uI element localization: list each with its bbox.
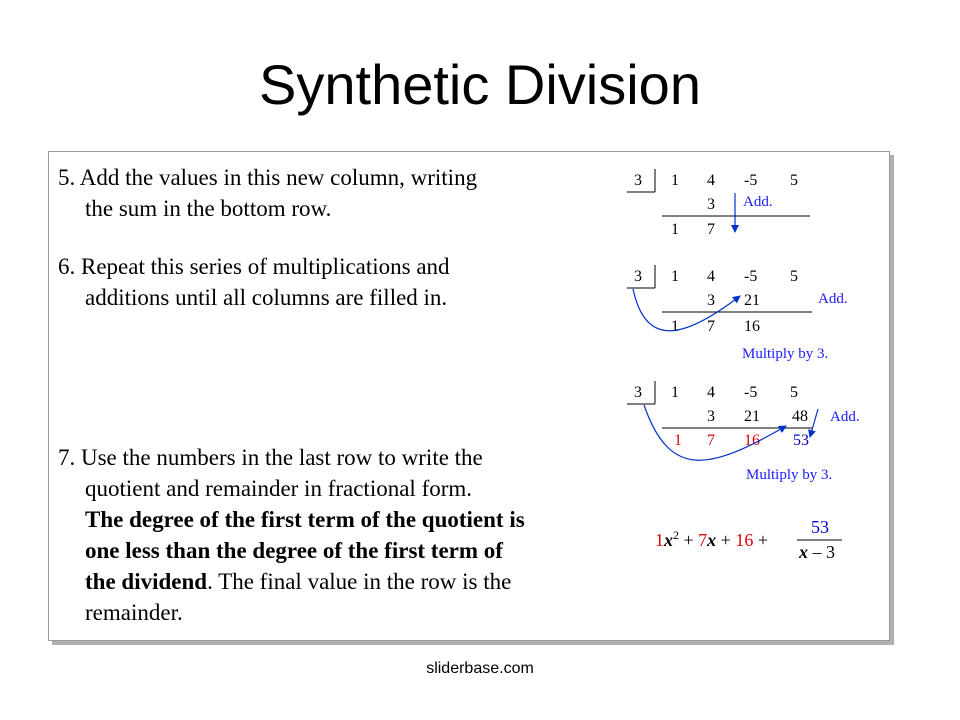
step-7-text-3: . The final value in the row is the [207,569,512,594]
division-2 [627,265,848,362]
div1-divisor: 3 [634,172,642,189]
footer-source: sliderbase.com [426,660,534,677]
quotient-expression [655,517,842,562]
div1-add-label: Add. [743,194,773,210]
div3-mid-2: 21 [744,408,760,425]
div1-bottom-2: 7 [707,221,715,238]
remainder-denominator: x – 3 [799,542,835,562]
division-1 [627,169,810,238]
step-6-line-1: 6. Repeat this series of multiplications and [58,254,450,279]
div2-multiply-label: Multiply by 3. [742,346,829,362]
div3-coef-2: 4 [707,384,715,401]
div3-bottom-2: 7 [707,432,715,449]
div3-bottom-1: 1 [674,432,682,449]
div1-coef-1: 1 [671,172,679,189]
div2-divisor: 3 [634,268,642,285]
div3-divisor: 3 [634,384,642,401]
div1-bottom-1: 1 [671,221,679,238]
div3-multiply-label: Multiply by 3. [746,467,833,483]
div2-bottom-2: 7 [707,318,715,335]
step-7-line-2: quotient and remainder in fractional form. [85,476,473,501]
step-5-line-1: 5. Add the values in this new column, writing [58,165,478,190]
div2-coef-4: 5 [790,268,798,285]
div2-coef-2: 4 [707,268,715,285]
div2-bottom-3: 16 [744,318,760,335]
div2-coef-1: 1 [671,268,679,285]
div3-coef-1: 1 [671,384,679,401]
page-title: Synthetic Division [259,53,701,116]
div1-mid-1: 3 [707,196,715,213]
remainder-numerator: 53 [811,517,829,537]
div3-coef-4: 5 [790,384,798,401]
quotient-terms: $1x^2 + 7x + 16$ + [655,528,773,550]
step-7-bold-2: one less than the degree of the first term of [85,538,503,563]
div1-coef-2: 4 [707,172,715,189]
div1-coef-3: -5 [744,172,758,189]
step-6-line-2: additions until all columns are filled in. [85,285,448,310]
step-7-bold-3: the dividend [85,569,208,594]
div2-mid-2: 21 [744,292,760,309]
div3-mid-3: 48 [792,408,808,425]
step-7-bold-1: The degree of the first term of the quotient is [85,507,525,532]
div3-mid-1: 3 [707,408,715,425]
division-3 [627,381,860,483]
div2-coef-3: -5 [744,268,758,285]
div3-coef-3: -5 [744,384,758,401]
div2-bottom-1: 1 [671,318,679,335]
div2-add-label: Add. [818,291,848,307]
div2-mid-1: 3 [707,292,715,309]
div3-bottom-4: 53 [793,432,809,449]
step-7-line-6: remainder. [85,600,183,625]
div3-add-label: Add. [830,409,860,425]
div1-coef-4: 5 [790,172,798,189]
step-5-line-2: the sum in the bottom row. [85,196,332,221]
step-7-line-1: 7. Use the numbers in the last row to write the [58,445,483,470]
div3-bottom-3: 16 [744,432,760,449]
